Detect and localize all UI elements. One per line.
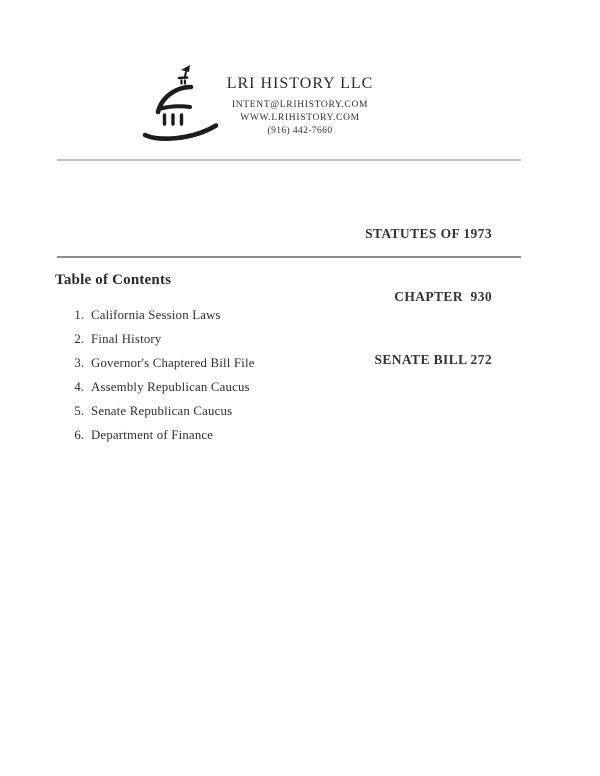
reference-line-chapter: CHAPTER 930 (394, 289, 492, 304)
toc-item (70, 399, 255, 423)
toc-list (70, 303, 255, 447)
company-phone: (916) 442-7660 (267, 126, 333, 136)
toc-item-label: Senate Republican Caucus (91, 404, 233, 418)
reference-line-senate-bill: SENATE BILL 272 (374, 352, 492, 367)
toc-item (70, 423, 255, 447)
toc-item-number: 6. (74, 428, 84, 442)
company-email: INTENT@LRIHISTORY.COM (231, 100, 369, 110)
toc-item (70, 351, 255, 375)
toc-item-number: 1. (74, 308, 84, 322)
toc-title: Table of Contents (55, 272, 172, 288)
company-website: WWW.LRIHISTORY.COM (240, 112, 360, 123)
toc-item (70, 327, 255, 351)
horizontal-rule-bottom (57, 256, 521, 258)
toc-item-label: California Session Laws (91, 308, 221, 322)
toc-item-label: Final History (91, 332, 162, 346)
toc-item-label: Department of Finance (91, 428, 214, 442)
toc-item-number: 2. (74, 332, 84, 346)
company-name: LRI HISTORY LLC (226, 75, 374, 92)
horizontal-rule-top (57, 159, 521, 161)
toc-item-number: 4. (74, 380, 84, 394)
toc-item-label: Governor's Chaptered Bill File (91, 356, 255, 370)
toc-item-number: 5. (74, 404, 84, 418)
toc-item-number: 3. (74, 356, 84, 370)
reference-line-statutes: STATUTES OF 1973 (365, 226, 492, 241)
statute-reference-block (365, 181, 492, 412)
toc-item (70, 303, 255, 327)
toc-item (70, 375, 255, 399)
letterhead-text (0, 74, 600, 138)
toc-item-label: Assembly Republican Caucus (91, 380, 250, 394)
